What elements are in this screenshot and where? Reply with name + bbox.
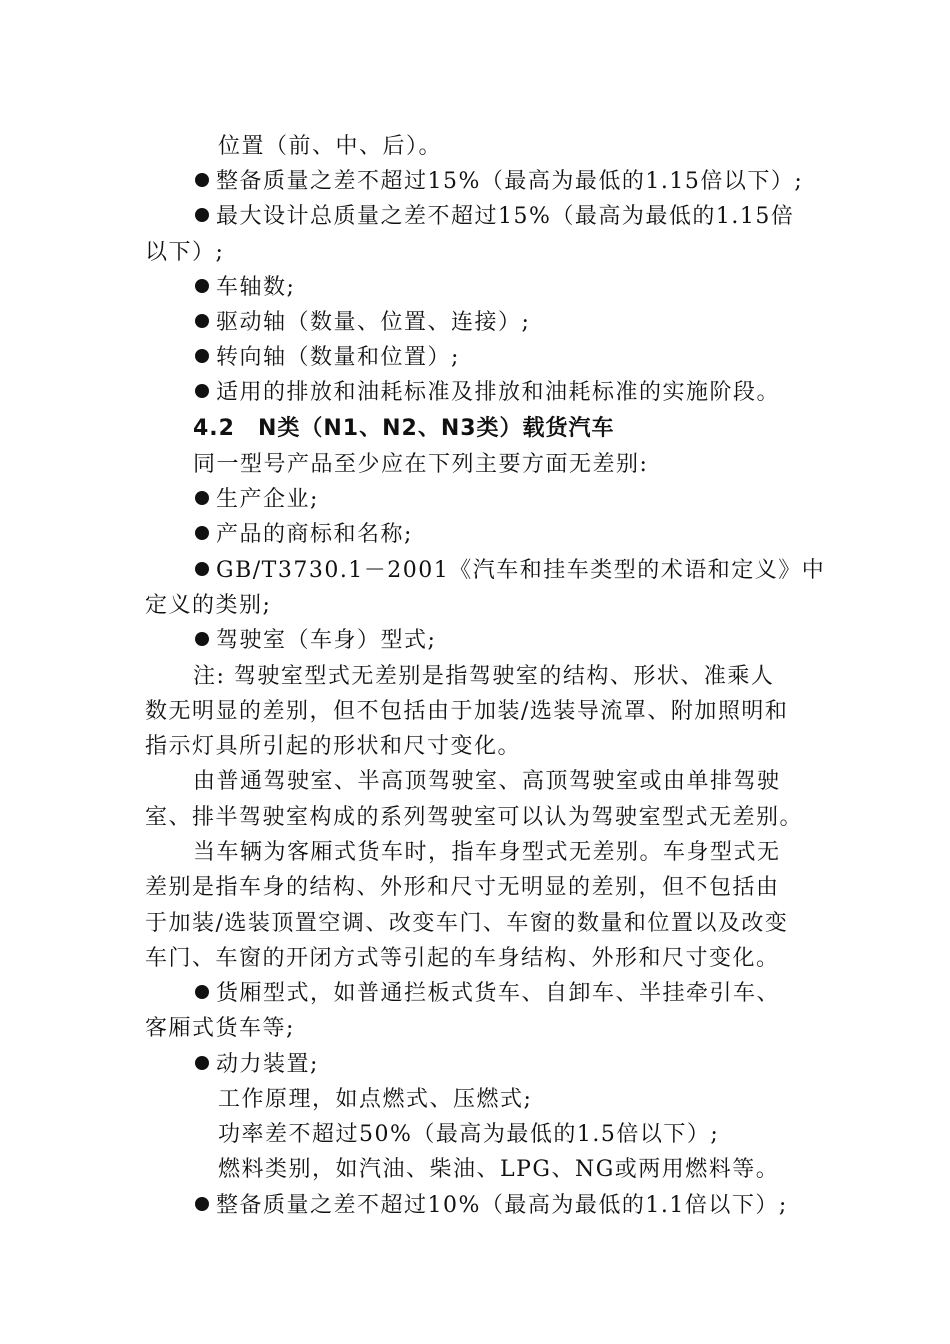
- bullet-text: 货厢型式，如普通拦板式货车、自卸车、半挂牵引车、: [216, 981, 781, 1006]
- bullet-icon: [195, 349, 209, 363]
- text-line: 定义的类别;: [145, 593, 272, 618]
- bullet-icon: [195, 491, 209, 505]
- text-line: 以下）;: [145, 240, 225, 265]
- text-line: 同一型号产品至少应在下列主要方面无差别:: [193, 452, 649, 477]
- bullet-text: 适用的排放和油耗标准及排放和油耗标准的实施阶段。: [216, 380, 781, 405]
- bullet-icon: [195, 562, 209, 576]
- text-line: 车门、车窗的开闭方式等引起的车身结构、外形和尺寸变化。: [145, 946, 780, 971]
- note-line: 注: 驾驶室型式无差别是指驾驶室的结构、形状、准乘人: [193, 664, 775, 689]
- text-line: 客厢式货车等;: [145, 1016, 295, 1041]
- text-line: 差别是指车身的结构、外形和尺寸无明显的差别，但不包括由: [145, 875, 780, 900]
- bullet-text: 车轴数;: [216, 275, 296, 300]
- bullet-item: [195, 343, 460, 373]
- bullet-icon: [195, 208, 209, 222]
- bullet-icon: [195, 384, 209, 398]
- bullet-text: GB/T3730.1－2001《汽车和挂车类型的术语和定义》中: [216, 558, 826, 583]
- bullet-item: [195, 556, 825, 586]
- text-line: 指示灯具所引起的形状和尺寸变化。: [145, 734, 522, 759]
- bullet-item: [195, 979, 780, 1009]
- bullet-icon: [195, 1197, 209, 1211]
- text-line: 燃料类别，如汽油、柴油、LPG、NG或两用燃料等。: [218, 1157, 780, 1182]
- bullet-item: [195, 485, 319, 515]
- bullet-icon: [195, 279, 209, 293]
- text-line: 由普通驾驶室、半高顶驾驶室、高顶驾驶室或由单排驾驶: [193, 769, 781, 794]
- bullet-text: 动力装置;: [216, 1052, 319, 1077]
- bullet-text: 转向轴（数量和位置）;: [216, 345, 460, 370]
- bullet-text: 驱动轴（数量、位置、连接）;: [216, 310, 531, 335]
- bullet-item: [195, 308, 530, 338]
- bullet-text: 整备质量之差不超过10%（最高为最低的1.1倍以下）;: [216, 1193, 788, 1218]
- bullet-icon: [195, 1056, 209, 1070]
- bullet-icon: [195, 632, 209, 646]
- bullet-text: 驾驶室（车身）型式;: [216, 628, 437, 653]
- bullet-icon: [195, 985, 209, 999]
- bullet-item: [195, 378, 780, 408]
- bullet-item: [195, 202, 794, 232]
- section-heading: 4.2 N类（N1、N2、N3类）载货汽车: [193, 416, 615, 441]
- text-line: 功率差不超过50%（最高为最低的1.5倍以下）;: [218, 1122, 720, 1147]
- bullet-text: 整备质量之差不超过15%（最高为最低的1.15倍以下）;: [216, 169, 804, 194]
- text-line: 室、排半驾驶室构成的系列驾驶室可以认为驾驶室型式无差别。: [145, 805, 804, 830]
- bullet-text: 产品的商标和名称;: [216, 522, 413, 547]
- bullet-item: [195, 273, 295, 303]
- bullet-icon: [195, 526, 209, 540]
- text-line: 工作原理，如点燃式、压燃式;: [218, 1087, 533, 1112]
- bullet-text: 生产企业;: [216, 487, 319, 512]
- bullet-item: [195, 167, 803, 197]
- bullet-icon: [195, 314, 209, 328]
- text-line: 于加装/选装顶置空调、改变车门、车窗的数量和位置以及改变: [145, 911, 789, 936]
- text-line: 位置（前、中、后）。: [218, 134, 443, 159]
- bullet-text: 最大设计总质量之差不超过15%（最高为最低的1.15倍: [216, 204, 795, 229]
- text-line: 当车辆为客厢式货车时，指车身型式无差别。车身型式无: [193, 840, 781, 865]
- bullet-item: [195, 1191, 788, 1221]
- bullet-item: [195, 520, 413, 550]
- text-line: 数无明显的差别，但不包括由于加装/选装导流罩、附加照明和: [145, 699, 789, 724]
- bullet-icon: [195, 173, 209, 187]
- bullet-item: [195, 626, 436, 656]
- bullet-item: [195, 1050, 319, 1080]
